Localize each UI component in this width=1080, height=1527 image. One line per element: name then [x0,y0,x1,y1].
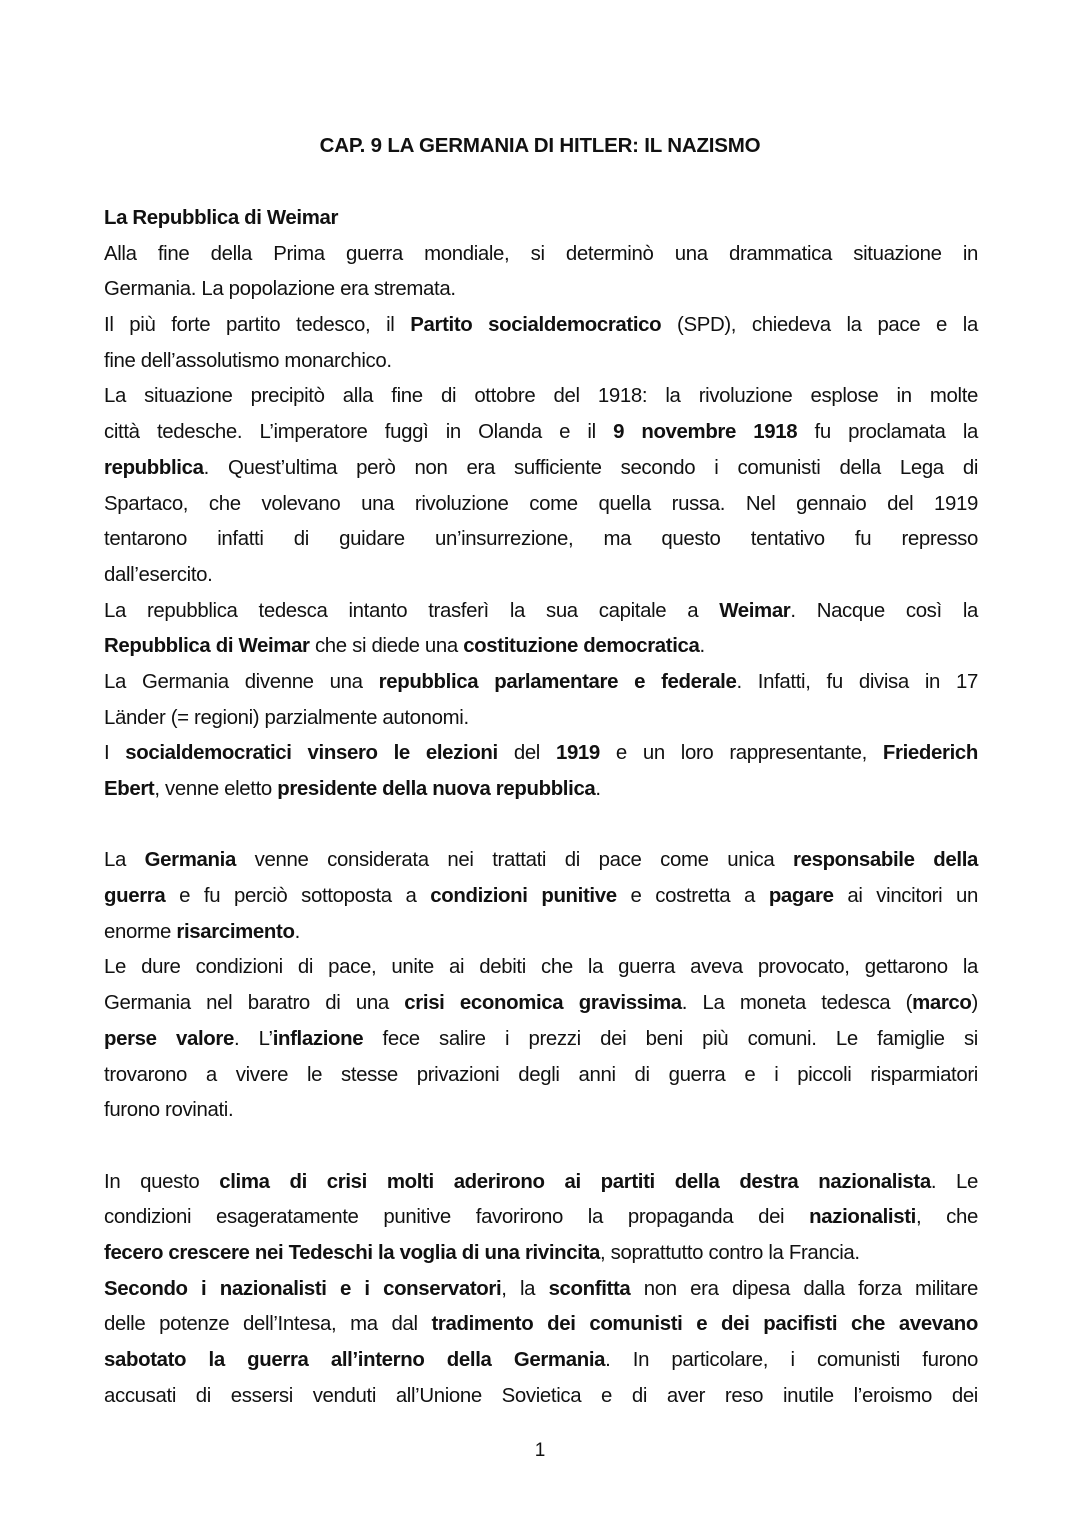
text-line [104,772,978,808]
bold-text: socialdemocratici vinsero le elezioni [125,742,498,765]
text-run: e un loro rappresentante, [599,742,883,765]
chapter-title: CAP. 9 LA GERMANIA DI HITLER: IL NAZISMO [319,134,761,157]
bold-text: clima di crisi molti aderirono ai partiti della destra nazionalista [219,1170,931,1193]
text-run: ) [971,992,978,1015]
text-run: del [497,742,556,765]
paragraph-spacer [104,808,978,844]
text-run: . Le [930,1170,979,1193]
bold-text: guerra [104,885,166,908]
bold-text: sabotato la guerra all’interno della Germania [104,1349,606,1371]
text-run: . [595,778,601,800]
bold-text: costituzione democratica [463,635,700,658]
text-line [104,379,978,415]
text-line [104,415,978,451]
text-line [104,701,978,737]
text-run: dall’esercito. [104,563,213,586]
text-run: . Quest’ultima però non era sufficiente secondo i comunisti della Lega di [203,456,978,479]
text-line [104,487,978,523]
text-run: La repubblica tedesca intanto trasferì la sua capitale a [104,599,720,622]
text-run: ai vincitori un [833,885,979,908]
bold-text: risarcimento [176,920,295,943]
text-line [104,1022,978,1058]
text-run: La Germania divenne una [104,670,379,693]
bold-text: crisi economica gravissima [404,992,682,1015]
text-run: furono rovinati. [104,1099,234,1122]
text-run: Il più forte partito tedesco, il [104,314,411,337]
text-run: che si diede una [309,635,464,658]
text-run: accusati di essersi venduti all’Unione Sovietica e di aver reso inutile l’eroismo dei [104,1384,978,1407]
bold-text: Secondo i nazionalisti e i conservatori [104,1277,502,1300]
text-run: , soprattutto contro la Francia. [600,1241,860,1264]
section-heading [104,201,978,237]
text-run: città tedesche. L’imperatore fuggì in Olanda e il [104,421,614,444]
text-run: fece salire i prezzi dei beni più comuni. Le famiglie si [363,1027,978,1050]
bold-text: Ebert [104,778,155,800]
text-run: , venne eletto [154,778,278,800]
text-run: fu proclamata la [797,421,978,444]
text-run: Le dure condizioni di pace, unite ai debiti che la guerra aveva provocato, gettarono la [104,956,978,979]
text-run: In questo [104,1170,220,1193]
bold-text: sconfitta [548,1277,631,1300]
text-run: delle potenze dell’Intesa, ma dal [104,1313,432,1336]
bold-text: repubblica parlamentare e federale [378,670,737,693]
text-run: . [699,635,705,658]
text-run: non era dipesa dalla forza militare [630,1277,978,1300]
bold-text: 9 novembre 1918 [613,421,798,444]
text-run: La situazione precipitò alla fine di ottobre del 1918: la rivoluzione esplose in molte [104,385,978,408]
text-run: , che [915,1206,978,1229]
text-line [104,629,978,665]
bold-text: inflazione [272,1027,364,1050]
text-run: I [104,742,126,765]
text-run: Spartaco, che volevano una rivoluzione come quella russa. Nel gennaio del 1919 [104,492,978,515]
bold-text: Partito socialdemocratico [410,314,662,337]
text-run: Länder (= regioni) parzialmente autonomi. [104,706,469,729]
bold-text: marco [912,992,972,1015]
text-run: . In particolare, i comunisti furono [605,1349,978,1371]
bold-text: Weimar [719,599,791,622]
text-run: . [294,920,300,943]
text-run: , la [501,1277,549,1300]
text-run: La [104,849,145,872]
text-run: fine dell’assolutismo monarchico. [104,349,392,372]
text-line [104,1058,978,1094]
text-line [104,1093,978,1129]
text-line [104,1272,978,1308]
text-run: . L’ [233,1027,273,1050]
text-line [104,950,978,986]
text-line [104,594,978,630]
bold-text: pagare [768,885,834,908]
bold-text: responsabile della [793,849,978,872]
document-body [104,201,978,1414]
text-run: Germania nel baratro di una [104,992,405,1015]
bold-text: repubblica [104,456,204,479]
text-line [104,665,978,701]
text-line [104,1165,978,1201]
bold-text: Repubblica di Weimar [104,635,310,658]
text-run: e fu perciò sottoposta a [165,885,431,908]
text-line [104,1379,978,1415]
bold-text: perse valore [104,1027,234,1050]
text-run: (SPD), chiedeva la pace e la [661,314,978,337]
bold-text: fecero crescere nei Tedeschi la voglia di una rivincita [104,1241,601,1264]
text-run: . Infatti, fu divisa in 17 [736,670,979,693]
bold-text: La Repubblica di Weimar [104,207,339,229]
text-run: condizioni esageratamente punitive favorirono la propaganda dei [104,1206,810,1229]
text-line [104,843,978,879]
text-line [104,451,978,487]
text-run: venne considerata nei trattati di pace come unica [235,849,793,872]
bold-text: Friederich [882,742,978,765]
bold-text: condizioni punitive [430,885,617,908]
text-line [104,344,978,380]
text-line [104,522,978,558]
text-line [104,308,978,344]
text-run: . Nacque così la [790,599,978,622]
text-line [104,915,978,951]
text-line [104,1343,978,1379]
text-run: enorme [104,920,177,943]
bold-text: presidente della nuova repubblica [277,778,596,800]
bold-text: 1919 [555,742,600,765]
text-line [104,558,978,594]
text-line [104,1307,978,1343]
text-run: Alla fine della Prima guerra mondiale, si determinò una drammatica situazione in [104,242,978,265]
paragraph-spacer [104,1129,978,1165]
bold-text: nazionalisti [809,1206,916,1229]
text-run: Germania. La popolazione era stremata. [104,278,456,301]
text-line [104,1200,978,1236]
text-line [104,1236,978,1272]
text-line [104,736,978,772]
text-run: tentarono infatti di guidare un’insurrezione, ma questo tentativo fu represso [104,528,978,551]
text-run: . La moneta tedesca ( [681,992,913,1015]
text-line [104,237,978,273]
text-line [104,986,978,1022]
bold-text: tradimento dei comunisti e dei pacifisti che avevano [431,1313,978,1336]
bold-text: Germania [144,849,236,872]
text-run: trovarono a vivere le stesse privazioni degli anni di guerra e i piccoli risparmiatori [104,1063,978,1086]
text-line [104,879,978,915]
text-run: e costretta a [616,885,769,908]
page-number: 1 [534,1440,546,1461]
text-line [104,272,978,308]
